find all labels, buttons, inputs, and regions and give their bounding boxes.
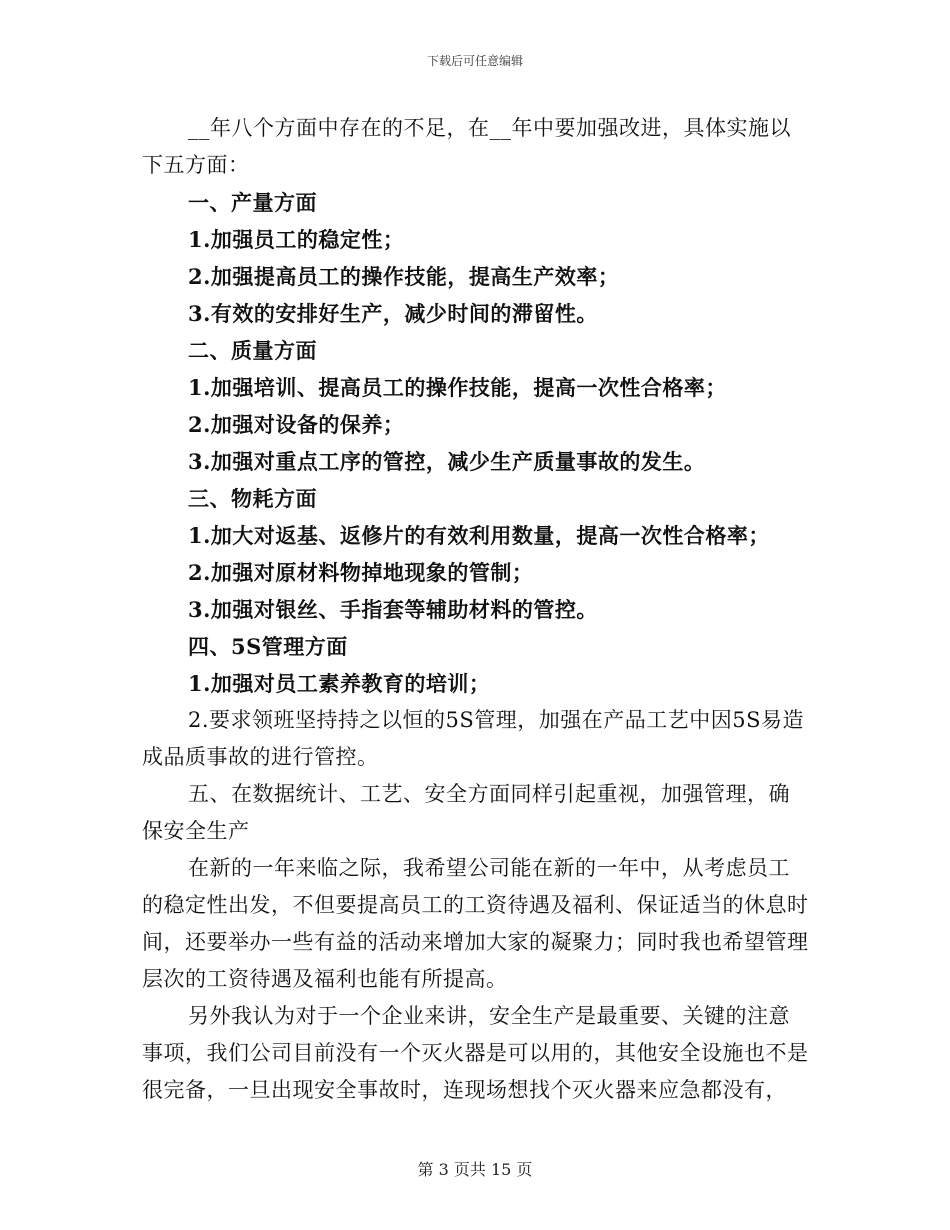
safety-paragraph: 另外我认为对于一个企业来讲，安全生产是最重要、关键的注意事项，我们公司目前没有一个灭火器是可以用的，其他安全设施也不是很完备，一旦出现安全事故时，连现场想找个灭火器来应急都没有，: [142, 1004, 809, 1102]
list-item: 3.加强对重点工序的管控，减少生产质量事故的发生。: [188, 449, 706, 474]
section-heading-5s: 四、5S管理方面: [188, 634, 348, 659]
list-item: 2.加强对设备的保养；: [188, 412, 405, 437]
hope-paragraph: 在新的一年来临之际，我希望公司能在新的一年中，从考虑员工的稳定性出发，不但要提高员工的工资待遇及福利、保证适当的休息时间，还要举办一些有益的活动来增加大家的凝聚力；同时我也希望管理层次的工资待遇及福利也能有所提高。: [142, 856, 809, 991]
page-footer: 第 3 页共 15 页: [417, 1160, 533, 1179]
s4-item-2-paragraph: 2.要求领班坚持持之以恒的5S管理，加强在产品工艺中因5S易造成品质事故的进行管控。: [142, 708, 805, 769]
list-item: 3.加强对银丝、手指套等辅助材料的管控。: [188, 597, 598, 622]
section-5-paragraph: 五、在数据统计、工艺、安全方面同样引起重视，加强管理，确保安全生产: [142, 782, 790, 843]
section-heading-consumption: 三、物耗方面: [188, 486, 317, 511]
list-item: 1.加强对员工素养教育的培训；: [188, 671, 491, 696]
section-heading-output: 一、产量方面: [188, 190, 317, 215]
document-body: [142, 110, 810, 1109]
page-header: 下载后可任意编辑: [426, 54, 523, 68]
list-item: 1.加强培训、提高员工的操作技能，提高一次性合格率；: [188, 375, 727, 400]
list-item: 1.加强员工的稳定性；: [188, 227, 405, 252]
list-item: 1.加大对返基、返修片的有效利用数量，提高一次性合格率；: [188, 523, 770, 548]
list-item: 2.加强对原材料物掉地现象的管制；: [188, 560, 534, 585]
list-item: 3.有效的安排好生产，减少时间的滞留性。: [188, 301, 598, 326]
intro-paragraph: __年八个方面中存在的不足，在__年中要加强改进，具体实施以下五方面：: [142, 116, 791, 177]
list-item: 2.加强提高员工的操作技能，提高生产效率；: [188, 264, 620, 289]
section-heading-quality: 二、质量方面: [188, 338, 317, 363]
